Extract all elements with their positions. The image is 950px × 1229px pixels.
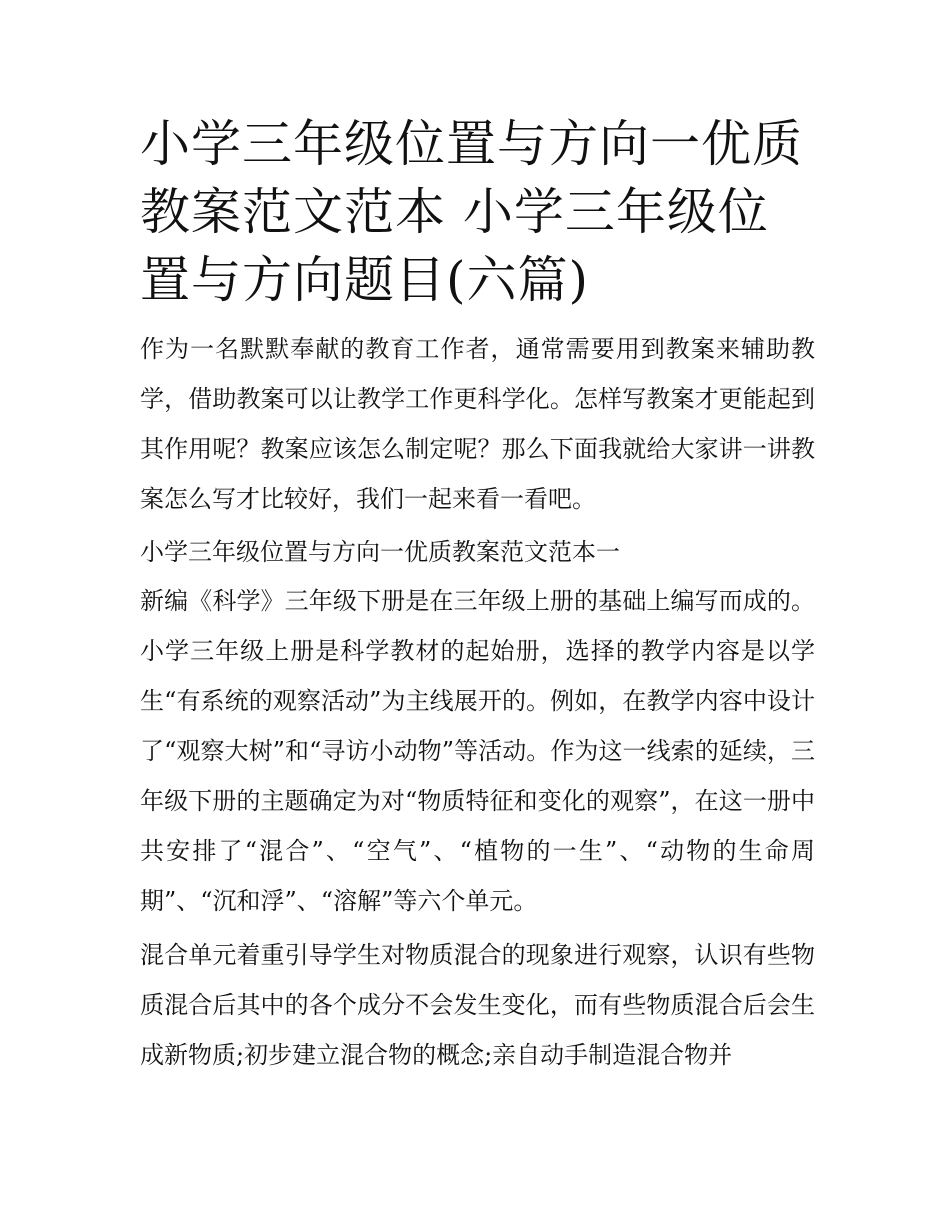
intro-paragraph: 作为一名默默奉献的教育工作者，通常需要用到教案来辅助教学，借助教案可以让教学工作更科学化。怎样写教案才更能起到其作用呢？教案应该怎么制定呢？那么下面我就给大家讲一讲教案怎么写才比较好，我们一起来看一看吧。: [140, 335, 815, 513]
body-paragraph: 新编《科学》三年级下册是在三年级上册的基础上编写而成的。小学三年级上册是科学教材的起始册，选择的教学内容是以学生“有系统的观察活动”为主线展开的。例如，在教学内容中设计了“观察大树”和“寻访小动物”等活动。作为这一线索的延续，三年级下册的主题确定为对“物质特征和变化的观察”，在这一册中共安排了“混合”、“空气”、“植物的一生”、“动物的生命周期”、“沉和浮”、“溶解”等六个单元。: [140, 587, 815, 915]
section-heading: 小学三年级位置与方向一优质教案范文范本一: [140, 538, 620, 566]
body-paragraph: 混合单元着重引导学生对物质混合的现象进行观察，认识有些物质混合后其中的各个成分不会发生变化，而有些物质混合后会生成新物质;初步建立混合物的概念;亲自动手制造混合物并: [140, 941, 815, 1069]
document-page: [140, 110, 815, 1084]
document-title: 小学三年级位置与方向一优质教案范文范本 小学三年级位置与方向题目(六篇): [140, 115, 803, 309]
